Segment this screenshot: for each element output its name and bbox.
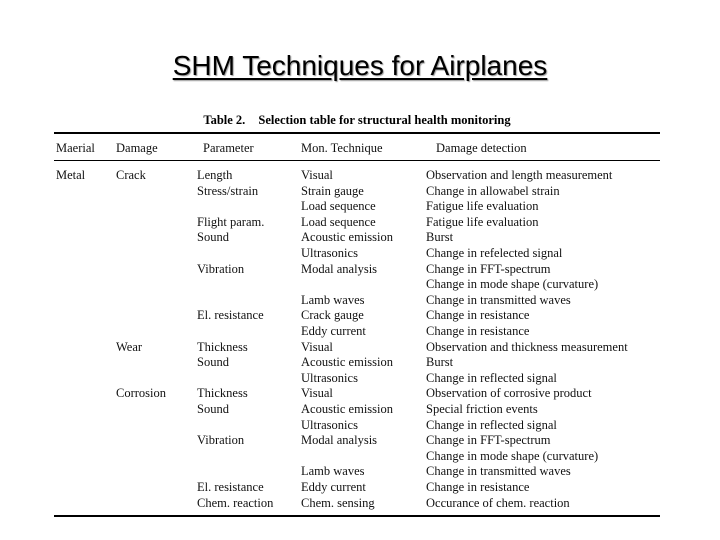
cell-technique: Acoustic emission (301, 355, 394, 370)
table-caption-text: Selection table for structural health monitoring (258, 113, 511, 127)
cell-technique: Modal analysis (301, 433, 378, 448)
cell-detection: Observation of corrosive product (426, 386, 592, 401)
cell-technique: Visual (301, 339, 333, 354)
cell-detection: Change in FFT-spectrum (426, 433, 551, 448)
cell-technique: Eddy current (301, 324, 366, 338)
cell-detection: Change in mode shape (curvature) (426, 448, 599, 463)
cell-detection: Change in transmitted waves (426, 464, 571, 479)
column-header-detection: Damage detection (436, 141, 527, 155)
table-top-rule (54, 132, 660, 134)
cell-technique: Modal analysis (301, 261, 378, 276)
table-bottom-rule (54, 515, 660, 517)
table-number: Table 2. (203, 113, 246, 127)
cell-technique: Acoustic emission (301, 402, 394, 416)
cell-detection: Change in resistance (426, 324, 530, 338)
cell-parameter: Vibration (197, 261, 245, 276)
cell-technique: Visual (301, 386, 333, 401)
cell-technique: Lamb waves (301, 464, 365, 479)
cell-technique: Load sequence (301, 199, 376, 214)
cell-technique: Ultrasonics (301, 417, 358, 432)
cell-parameter: Vibration (197, 433, 245, 448)
cell-parameter: Sound (197, 402, 229, 416)
cell-technique: Load sequence (301, 214, 376, 229)
cell-detection: Burst (426, 230, 454, 245)
table-caption (54, 113, 660, 128)
cell-technique: Crack gauge (301, 308, 364, 323)
cell-technique: Eddy current (301, 480, 366, 494)
cell-parameter: El. resistance (197, 308, 264, 323)
cell-parameter: Thickness (197, 386, 248, 401)
table-header-rule (54, 160, 660, 161)
cell-detection: Change in reflected signal (426, 417, 557, 432)
cell-technique: Lamb waves (301, 292, 365, 307)
cell-technique: Strain gauge (301, 183, 364, 198)
cell-detection: Special friction events (426, 402, 538, 416)
slide-title: SHM Techniques for Airplanes (172, 50, 548, 81)
cell-parameter: Thickness (197, 339, 248, 354)
cell-technique: Acoustic emission (301, 230, 394, 245)
column-header-technique: Mon. Technique (301, 141, 383, 155)
cell-detection: Change in FFT-spectrum (426, 261, 551, 276)
cell-parameter: Stress/strain (197, 183, 259, 198)
column-header-damage: Damage (116, 141, 158, 155)
cell-technique: Ultrasonics (301, 246, 358, 260)
cell-material: Metal (56, 168, 86, 182)
cell-detection: Change in mode shape (curvature) (426, 277, 599, 292)
cell-detection: Observation and thickness measurement (426, 339, 628, 354)
cell-damage: Corrosion (116, 386, 166, 401)
cell-technique: Visual (301, 168, 333, 182)
cell-damage: Crack (116, 168, 146, 182)
cell-detection: Fatigue life evaluation (426, 199, 539, 214)
cell-detection: Burst (426, 355, 454, 370)
cell-parameter: Flight param. (197, 214, 265, 229)
cell-detection: Fatigue life evaluation (426, 214, 539, 229)
cell-detection: Observation and length measurement (426, 168, 613, 182)
cell-parameter: Chem. reaction (197, 495, 274, 510)
cell-technique: Ultrasonics (301, 370, 358, 385)
cell-technique: Chem. sensing (301, 495, 375, 510)
cell-parameter: Length (197, 168, 233, 182)
cell-parameter: Sound (197, 355, 229, 370)
cell-detection: Change in resistance (426, 308, 530, 323)
cell-detection: Change in refelected signal (426, 246, 563, 260)
cell-detection: Occurance of chem. reaction (426, 495, 570, 510)
column-header-material: Maerial (56, 141, 95, 155)
cell-detection: Change in transmitted waves (426, 292, 571, 307)
cell-parameter: El. resistance (197, 480, 264, 494)
cell-detection: Change in resistance (426, 480, 530, 494)
cell-parameter: Sound (197, 230, 229, 245)
cell-damage: Wear (116, 339, 143, 354)
cell-detection: Change in allowabel strain (426, 183, 560, 198)
cell-detection: Change in reflected signal (426, 370, 557, 385)
column-header-parameter: Parameter (203, 141, 254, 155)
